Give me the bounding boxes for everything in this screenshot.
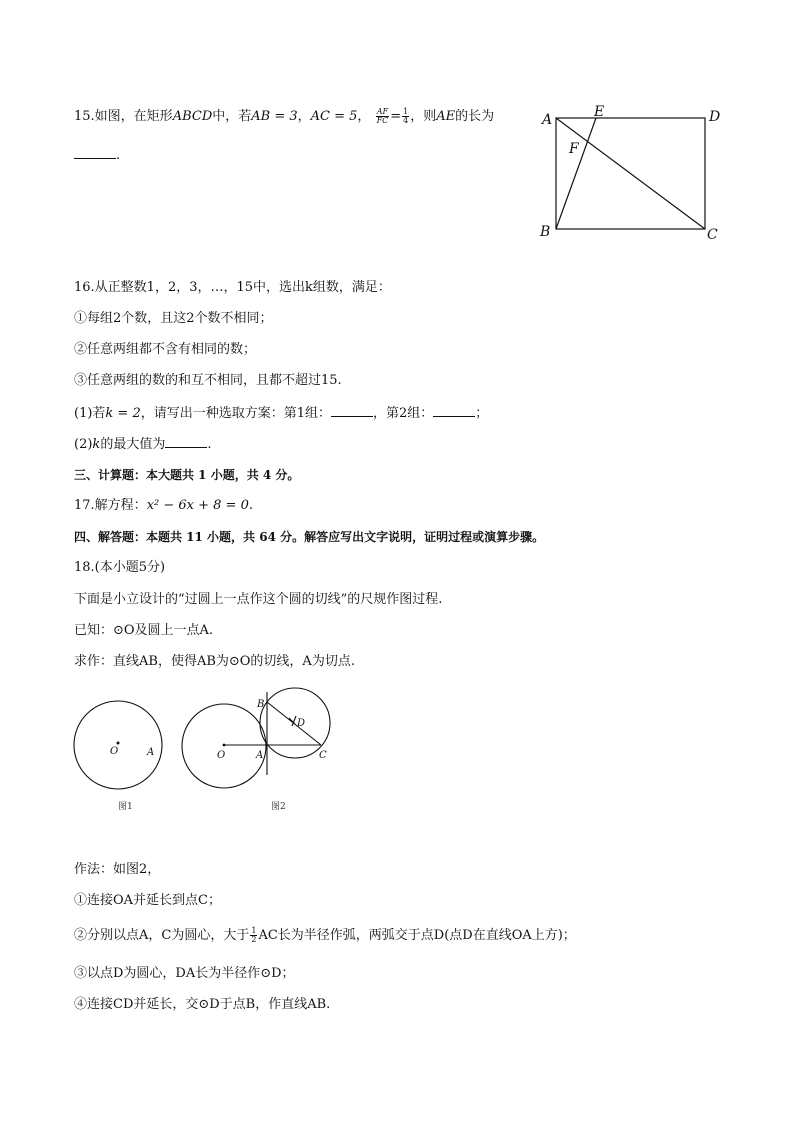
answer-blank-k-max[interactable] [165, 435, 207, 448]
diagonal-ac [556, 118, 705, 229]
section-4-heading: 四、解答题：本题共 11 小题，共 64 分。解答应写出文字说明，证明过程或演算步骤。 [74, 530, 545, 544]
q16-condition-1: ①每组2个数，且这2个数不相同； [74, 311, 273, 326]
segment-be [556, 118, 596, 229]
fraction-af-fc: $\frac{AF}{FC}$ [376, 107, 389, 125]
figure-2-construction [180, 685, 340, 795]
q18-step-3: ③以点D为圆心，DA长为半径作⊙D； [74, 966, 295, 981]
label-c: C [707, 227, 718, 243]
answer-blank[interactable] [74, 146, 116, 159]
q15-text: 15.如图，在矩形ABCD中，若AB = 3，AC = 5， $\frac{AF}{FC}$ = $\frac{1}{4}$ ，则AE的长为 [74, 107, 495, 125]
label-o: O [110, 746, 119, 757]
answer-blank-group-2[interactable] [433, 404, 475, 417]
answer-blank-group-1[interactable] [331, 404, 373, 417]
q16-stem: 16.从正整数1，2，3，…，15中，选出k组数，满足： [74, 280, 391, 295]
label-a: A [147, 747, 155, 758]
section-3-heading: 三、计算题：本大题共 1 小题，共 4 分。 [74, 468, 300, 482]
q18-step-4: ④连接CD并延长，交⊙D于点B，作直线AB. [74, 997, 331, 1012]
label-c: C [319, 750, 327, 761]
label-f: F [569, 141, 579, 157]
q18-step-1: ①连接OA并延长到点C； [74, 893, 221, 908]
label-b: B [540, 224, 551, 240]
center-point-o [223, 744, 226, 747]
q18-task: 求作：直线AB，使得AB为⊙O的切线，A为切点. [74, 654, 355, 669]
label-o: O [217, 750, 226, 761]
q16-condition-2: ②任意两组都不含有相同的数； [74, 342, 257, 357]
q18-known: 已知：⊙O及圆上一点A. [74, 623, 214, 638]
figure-1-circle [70, 690, 170, 795]
figure-1-caption: 图1 [118, 802, 133, 812]
label-b: B [257, 699, 265, 710]
circle-d [260, 688, 330, 758]
figure-2-caption: 图2 [271, 802, 286, 812]
q18-step-2: ②分别以点A，C为圆心，大于 $\frac{1}{2}$ AC长为半径作弧，两弧交于点D(点D在直线OA上方)； [74, 926, 576, 944]
rectangle-figure [535, 100, 725, 245]
q16-part-2: (2)k的最大值为 . [74, 437, 212, 452]
q18-intro: 下面是小立设计的“过圆上一点作这个圆的切线”的尺规作图过程. [74, 592, 443, 607]
label-d: D [297, 718, 306, 729]
q18-header: 18.(本小题5分) [74, 560, 166, 575]
fraction-one-quarter: $\frac{1}{4}$ [403, 107, 409, 125]
center-point-o [117, 742, 120, 745]
q17-text: 17.解方程：x² − 6x + 8 = 0. [74, 498, 253, 513]
label-d: D [709, 109, 721, 125]
q15-answer-line: . [74, 146, 120, 165]
q18-method: 作法：如图2， [74, 862, 161, 877]
label-e: E [594, 104, 605, 120]
label-a: A [256, 750, 264, 761]
label-a: A [542, 112, 553, 128]
circle-o [74, 701, 162, 789]
fraction-one-half: $\frac{1}{2}$ [251, 926, 257, 944]
q16-condition-3: ③任意两组的数的和互不相同，且都不超过15. [74, 373, 342, 388]
q16-part-1: (1)若k = 2，请写出一种选取方案：第1组： ，第2组： ； [74, 406, 489, 421]
